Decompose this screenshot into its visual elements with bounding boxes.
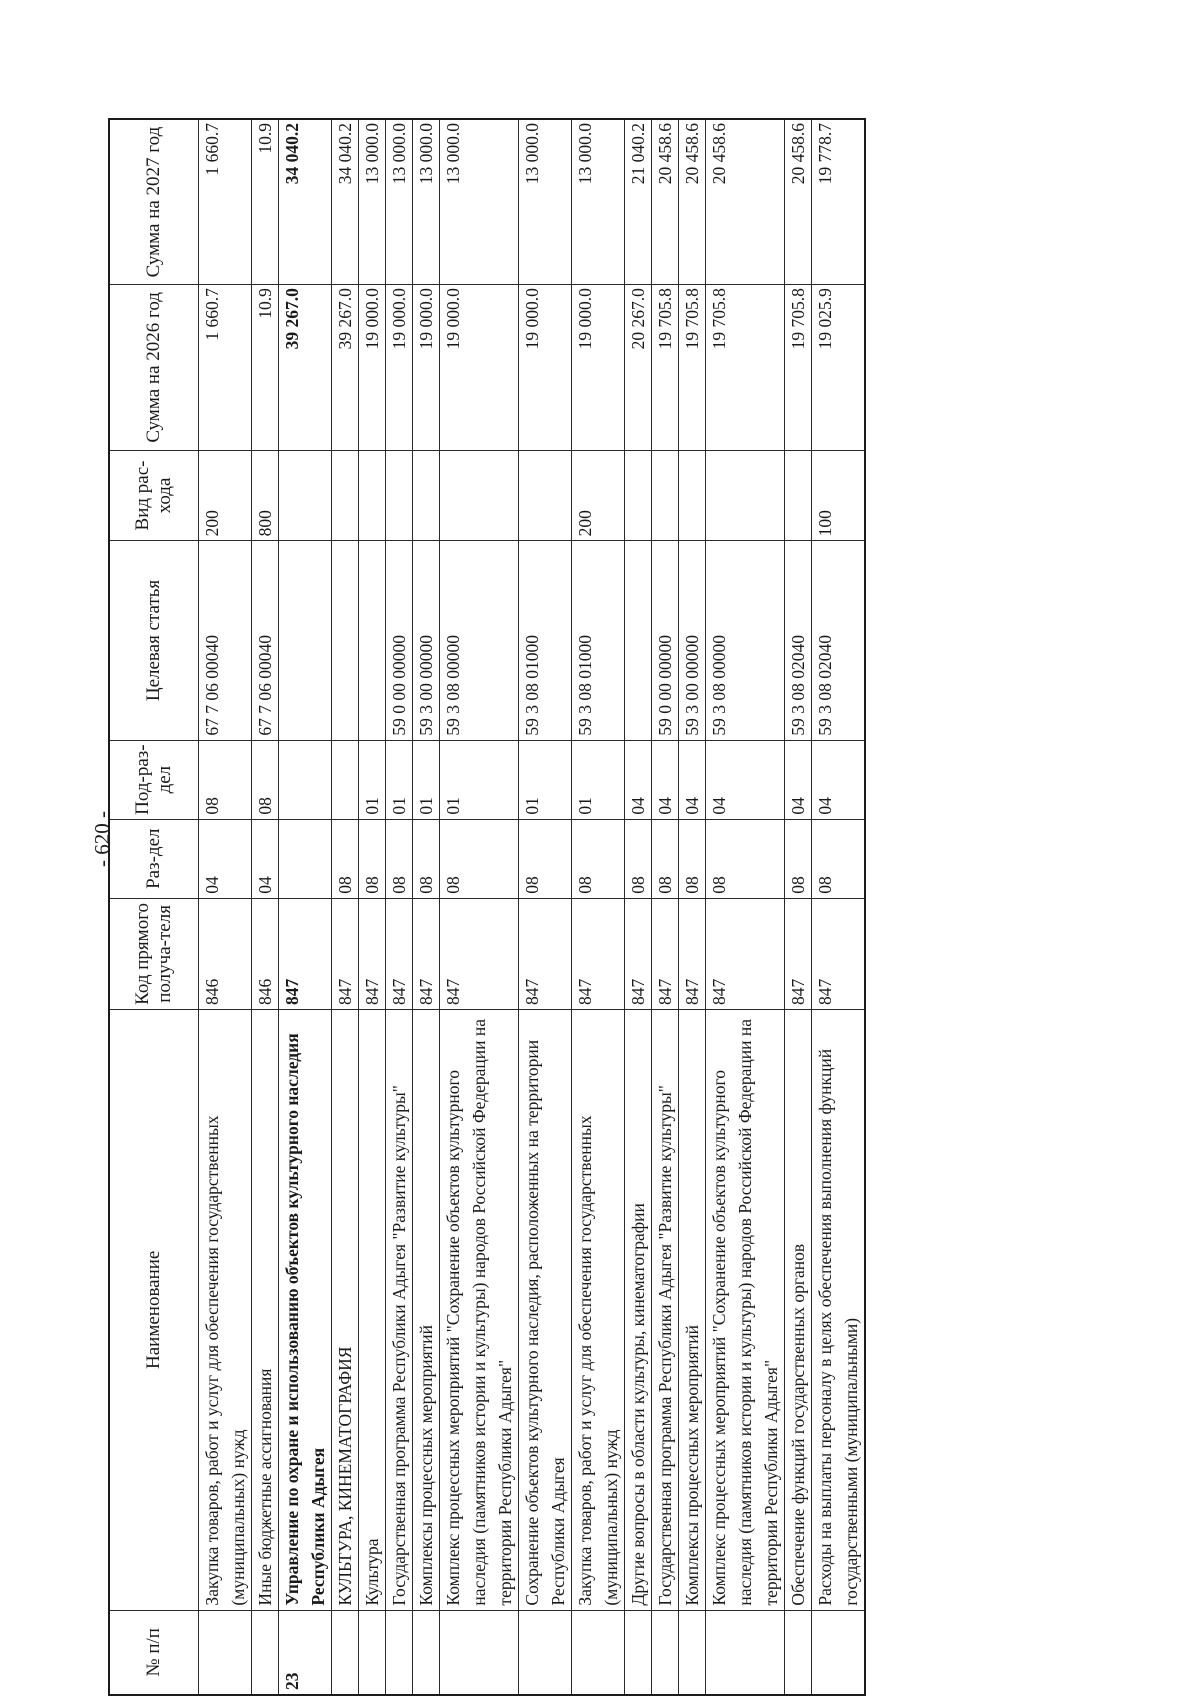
cell-expense: 800 xyxy=(252,450,279,541)
table-row xyxy=(440,119,519,1695)
header-expense: Вид рас-хода xyxy=(109,450,199,541)
cell-section: 08 xyxy=(359,819,386,898)
cell-sum-2026: 19 705.8 xyxy=(652,285,679,451)
cell-name: Государственная программа Республики Адыгея "Развитие культуры" xyxy=(386,1010,413,1611)
cell-num xyxy=(519,1610,572,1695)
cell-num xyxy=(785,1610,812,1695)
cell-sum-2026: 19 000.0 xyxy=(413,285,440,451)
cell-num xyxy=(652,1610,679,1695)
cell-subsection: 04 xyxy=(625,740,652,819)
cell-section: 08 xyxy=(572,819,625,898)
header-num: № п/п xyxy=(109,1610,199,1695)
cell-subsection: 01 xyxy=(359,740,386,819)
cell-name: Управление по охране и использованию объектов культурного наследия Республики Адыгея xyxy=(279,1010,332,1611)
table-row xyxy=(413,119,440,1695)
table-row xyxy=(519,119,572,1695)
table-row-department xyxy=(279,119,332,1695)
cell-name: Комплексы процессных мероприятий xyxy=(679,1010,706,1611)
cell-sum-2027: 20 458.6 xyxy=(706,119,785,285)
cell-name: КУЛЬТУРА, КИНЕМАТОГРАФИЯ xyxy=(332,1010,359,1611)
cell-subsection: 04 xyxy=(785,740,812,819)
cell-target: 59 3 08 01000 xyxy=(572,541,625,740)
cell-target: 59 3 08 02040 xyxy=(785,541,812,740)
cell-sum-2026: 20 267.0 xyxy=(625,285,652,451)
table-row xyxy=(359,119,386,1695)
table-row xyxy=(812,119,866,1695)
cell-code: 847 xyxy=(279,898,332,1009)
cell-code: 847 xyxy=(706,898,785,1009)
cell-sum-2027: 20 458.6 xyxy=(679,119,706,285)
cell-subsection: 01 xyxy=(386,740,413,819)
cell-sum-2026: 19 705.8 xyxy=(785,285,812,451)
cell-section: 08 xyxy=(785,819,812,898)
cell-name: Расходы на выплаты персоналу в целях обеспечения выполнения функций государственными (муниципальными) xyxy=(812,1010,866,1611)
cell-expense: 200 xyxy=(199,450,252,541)
cell-sum-2026: 19 705.8 xyxy=(706,285,785,451)
cell-sum-2027: 19 778.7 xyxy=(812,119,866,285)
cell-sum-2027: 21 040.2 xyxy=(625,119,652,285)
header-section: Раз-дел xyxy=(109,819,199,898)
cell-section: 08 xyxy=(812,819,866,898)
cell-code: 847 xyxy=(332,898,359,1009)
cell-num xyxy=(199,1610,252,1695)
cell-num xyxy=(359,1610,386,1695)
cell-num xyxy=(332,1610,359,1695)
cell-name: Обеспечение функций государственных органов xyxy=(785,1010,812,1611)
budget-table-frame xyxy=(108,118,1078,1696)
table-header-row xyxy=(109,119,199,1695)
table-row xyxy=(332,119,359,1695)
cell-sum-2027: 13 000.0 xyxy=(386,119,413,285)
cell-num xyxy=(625,1610,652,1695)
cell-name: Комплексы процессных мероприятий xyxy=(413,1010,440,1611)
cell-expense xyxy=(679,450,706,541)
cell-expense xyxy=(413,450,440,541)
cell-expense xyxy=(519,450,572,541)
cell-expense: 100 xyxy=(812,450,866,541)
cell-name: Другие вопросы в области культуры, кинематографии xyxy=(625,1010,652,1611)
cell-section: 08 xyxy=(440,819,519,898)
cell-subsection: 01 xyxy=(572,740,625,819)
cell-target: 59 3 08 01000 xyxy=(519,541,572,740)
cell-expense xyxy=(359,450,386,541)
cell-name: Закупка товаров, работ и услуг для обеспечения государственных (муниципальных) нужд xyxy=(199,1010,252,1611)
cell-num xyxy=(706,1610,785,1695)
cell-code: 847 xyxy=(625,898,652,1009)
cell-expense xyxy=(785,450,812,541)
cell-sum-2026: 1 660.7 xyxy=(199,285,252,451)
cell-sum-2027: 20 458.6 xyxy=(652,119,679,285)
cell-code: 847 xyxy=(359,898,386,1009)
cell-sum-2026: 19 000.0 xyxy=(572,285,625,451)
header-sum-2027: Сумма на 2027 год xyxy=(109,119,199,285)
table-row xyxy=(679,119,706,1695)
cell-subsection xyxy=(279,740,332,819)
cell-code: 847 xyxy=(413,898,440,1009)
cell-name: Сохранение объектов культурного наследия, расположенных на территории Республики Адыгея xyxy=(519,1010,572,1611)
table-row xyxy=(785,119,812,1695)
cell-subsection xyxy=(332,740,359,819)
header-code: Код прямого получа-теля xyxy=(109,898,199,1009)
cell-num xyxy=(413,1610,440,1695)
table-row xyxy=(572,119,625,1695)
cell-code: 847 xyxy=(519,898,572,1009)
cell-sum-2026: 19 000.0 xyxy=(440,285,519,451)
cell-section: 08 xyxy=(386,819,413,898)
cell-target: 59 0 00 00000 xyxy=(386,541,413,740)
cell-subsection: 01 xyxy=(440,740,519,819)
cell-subsection: 01 xyxy=(519,740,572,819)
table-row xyxy=(652,119,679,1695)
cell-target: 67 7 06 00040 xyxy=(199,541,252,740)
cell-target: 59 0 00 00000 xyxy=(652,541,679,740)
table-row xyxy=(625,119,652,1695)
cell-sum-2027: 13 000.0 xyxy=(413,119,440,285)
cell-target xyxy=(359,541,386,740)
cell-section: 08 xyxy=(413,819,440,898)
cell-sum-2027: 34 040.2 xyxy=(279,119,332,285)
cell-num xyxy=(252,1610,279,1695)
cell-subsection: 01 xyxy=(413,740,440,819)
cell-subsection: 04 xyxy=(679,740,706,819)
cell-expense: 200 xyxy=(572,450,625,541)
cell-num: 23 xyxy=(279,1610,332,1695)
cell-num xyxy=(440,1610,519,1695)
cell-section: 08 xyxy=(625,819,652,898)
cell-code: 847 xyxy=(785,898,812,1009)
cell-subsection: 04 xyxy=(706,740,785,819)
cell-section: 08 xyxy=(679,819,706,898)
cell-target xyxy=(279,541,332,740)
cell-subsection: 08 xyxy=(252,740,279,819)
cell-name: Комплекс процессных мероприятий "Сохранение объектов культурного наследия (памятников истории и культуры) народов Российской Федерации на территории Республики Адыгея" xyxy=(706,1010,785,1611)
cell-sum-2027: 13 000.0 xyxy=(572,119,625,285)
cell-sum-2026: 19 025.9 xyxy=(812,285,866,451)
cell-section: 04 xyxy=(199,819,252,898)
cell-sum-2027: 13 000.0 xyxy=(519,119,572,285)
cell-num xyxy=(572,1610,625,1695)
cell-expense xyxy=(440,450,519,541)
cell-target: 59 3 00 00000 xyxy=(679,541,706,740)
cell-code: 847 xyxy=(679,898,706,1009)
cell-num xyxy=(386,1610,413,1695)
cell-target xyxy=(625,541,652,740)
cell-code: 847 xyxy=(812,898,866,1009)
cell-sum-2026: 39 267.0 xyxy=(332,285,359,451)
cell-sum-2027: 1 660.7 xyxy=(199,119,252,285)
cell-num xyxy=(812,1610,866,1695)
cell-expense xyxy=(625,450,652,541)
cell-sum-2027: 10.9 xyxy=(252,119,279,285)
cell-name: Закупка товаров, работ и услуг для обеспечения государственных (муниципальных) нужд xyxy=(572,1010,625,1611)
page-number: - 620 - xyxy=(90,811,114,867)
budget-table xyxy=(108,118,866,1696)
cell-section: 08 xyxy=(519,819,572,898)
cell-sum-2026: 39 267.0 xyxy=(279,285,332,451)
cell-code: 846 xyxy=(199,898,252,1009)
cell-code: 846 xyxy=(252,898,279,1009)
cell-sum-2027: 13 000.0 xyxy=(359,119,386,285)
cell-expense xyxy=(386,450,413,541)
cell-name: Иные бюджетные ассигнования xyxy=(252,1010,279,1611)
cell-code: 847 xyxy=(572,898,625,1009)
cell-expense xyxy=(332,450,359,541)
cell-name: Комплекс процессных мероприятий "Сохранение объектов культурного наследия (памятников истории и культуры) народов Российской Федерации на территории Республики Адыгея" xyxy=(440,1010,519,1611)
cell-section: 08 xyxy=(652,819,679,898)
table-row xyxy=(199,119,252,1695)
cell-code: 847 xyxy=(386,898,413,1009)
cell-code: 847 xyxy=(440,898,519,1009)
cell-sum-2026: 19 000.0 xyxy=(359,285,386,451)
table-row xyxy=(386,119,413,1695)
cell-section: 08 xyxy=(332,819,359,898)
cell-sum-2026: 19 705.8 xyxy=(679,285,706,451)
header-sum-2026: Сумма на 2026 год xyxy=(109,285,199,451)
cell-target: 59 3 08 00000 xyxy=(440,541,519,740)
cell-name: Государственная программа Республики Адыгея "Развитие культуры" xyxy=(652,1010,679,1611)
header-subsection: Под-раз-дел xyxy=(109,740,199,819)
cell-sum-2027: 13 000.0 xyxy=(440,119,519,285)
table-row xyxy=(252,119,279,1695)
cell-num xyxy=(679,1610,706,1695)
cell-expense xyxy=(706,450,785,541)
cell-target: 67 7 06 00040 xyxy=(252,541,279,740)
cell-expense xyxy=(652,450,679,541)
header-name: Наименование xyxy=(109,1010,199,1611)
cell-expense xyxy=(279,450,332,541)
cell-subsection: 04 xyxy=(652,740,679,819)
cell-target xyxy=(332,541,359,740)
cell-sum-2027: 20 458.6 xyxy=(785,119,812,285)
cell-sum-2027: 34 040.2 xyxy=(332,119,359,285)
cell-section xyxy=(279,819,332,898)
cell-sum-2026: 19 000.0 xyxy=(386,285,413,451)
cell-code: 847 xyxy=(652,898,679,1009)
cell-name: Культура xyxy=(359,1010,386,1611)
header-target: Целевая статья xyxy=(109,541,199,740)
cell-target: 59 3 08 02040 xyxy=(812,541,866,740)
cell-target: 59 3 00 00000 xyxy=(413,541,440,740)
cell-subsection: 04 xyxy=(812,740,866,819)
cell-section: 04 xyxy=(252,819,279,898)
cell-subsection: 08 xyxy=(199,740,252,819)
cell-sum-2026: 10.9 xyxy=(252,285,279,451)
cell-target: 59 3 08 00000 xyxy=(706,541,785,740)
table-row xyxy=(706,119,785,1695)
cell-sum-2026: 19 000.0 xyxy=(519,285,572,451)
cell-section: 08 xyxy=(706,819,785,898)
